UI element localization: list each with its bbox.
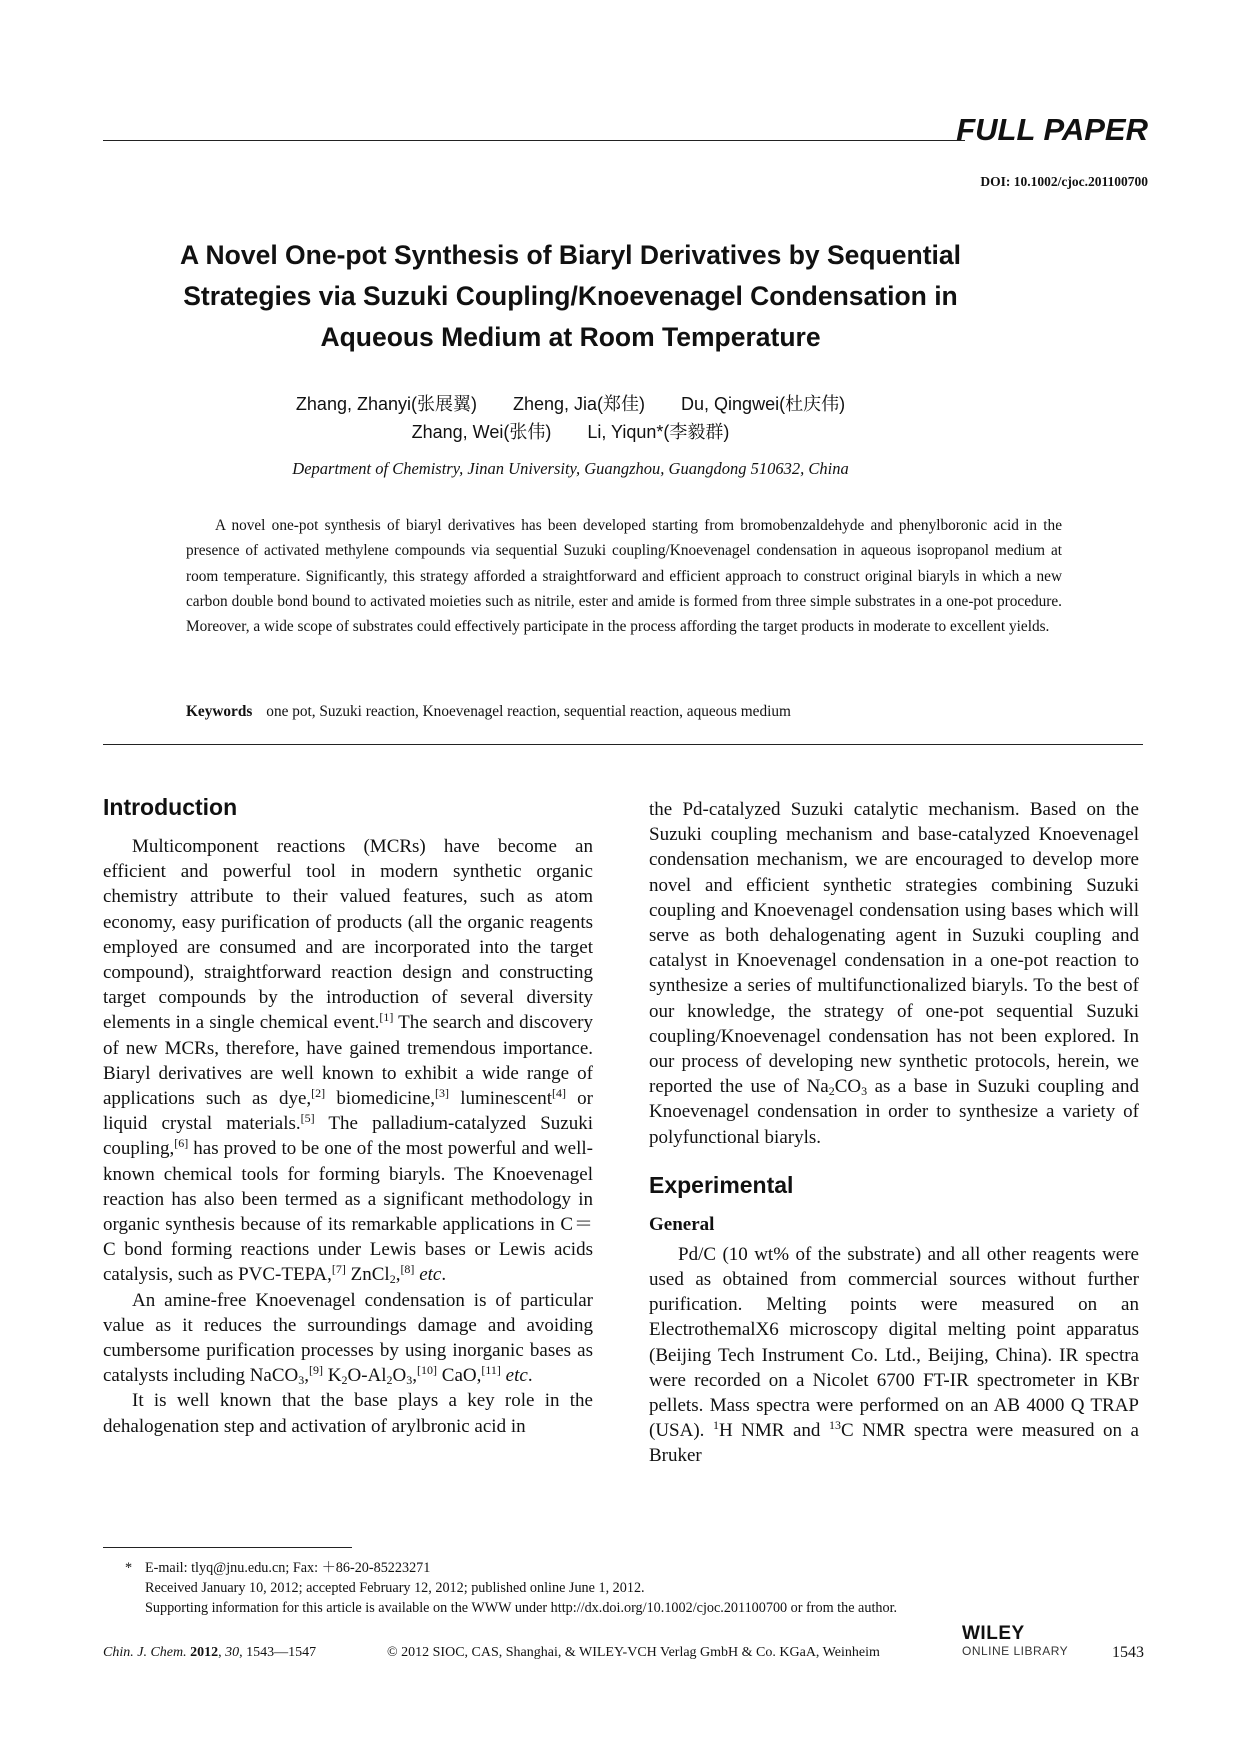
introduction-heading: Introduction [103,794,238,820]
author: Zhang, Zhanyi(张展翼) [295,394,477,414]
keywords-text: one pot, Suzuki reaction, Knoevenagel reaction, sequential reaction, aqueous medium [266,703,791,720]
citation[interactable]: [10] [417,1363,438,1378]
page-number: 1543 [1112,1644,1144,1661]
article-title: A Novel One-pot Synthesis of Biaryl Derivatives by Sequential Strategies via Suzuki Coupling/Knoevenagel Condensation in Aqueous Medium at Room Temperature [180,240,961,352]
author-list [150,390,991,446]
section-label: FULL PAPER [956,112,1148,147]
contact-info[interactable]: E-mail: tlyq@jnu.edu.cn; Fax: ＋86-20-85223271 [145,1560,431,1576]
author: Zheng, Jia(郑佳) [512,394,646,414]
general-subheading: General [649,1213,715,1235]
right-column [649,797,1139,1469]
author: Du, Qingwei(杜庆伟) [681,394,846,414]
affiliation: Department of Chemistry, Jinan University, Guangzhou, Guangdong 510632, China [292,459,849,478]
keywords-label: Keywords [186,703,253,720]
journal-citation: Chin. J. Chem. 2012, 30, 1543—1547 [103,1645,317,1660]
citation[interactable]: [2] [311,1086,326,1101]
footnotes [125,1558,897,1618]
copyright: © 2012 SIOC, CAS, Shanghai, & WILEY-VCH Verlag GmbH & Co. KGaA, Weinheim [387,1645,880,1660]
supporting-info[interactable]: Supporting information for this article is available on the WWW under http://dx.doi.org/10.1002/cjoc.201100700 or from the author. [145,1600,898,1616]
author: Zhang, Wei(张伟) [411,422,552,442]
citation[interactable]: [8] [400,1262,415,1277]
wiley-logo[interactable] [962,1624,1068,1658]
author: Li, Yiqun*(李毅群) [587,422,730,442]
citation[interactable]: [5] [300,1111,315,1126]
author-line-2 [150,418,991,446]
online-library-label: ONLINE LIBRARY [962,1644,1069,1658]
citation[interactable]: [6] [174,1136,189,1151]
citation[interactable]: [7] [331,1262,346,1277]
left-column [103,792,593,1439]
intro-paragraph-1: Multicomponent reactions (MCRs) have become an efficient and powerful tool in modern synthetic organic chemistry attribute to their valued features, such as atom economy, easy purification of products (all the organic reagents employed are consumed and are incorporated into the target compound), straightforward reaction design and constructing target compounds by the introduction of several diversity elements in a single chemical event.[1] The search and discovery of new MCRs, therefore, have gained tremendous importance. Biaryl derivatives are well known to exhibit a wide range of applications such as dye,[2] biomedicine,[3] luminescent[4] or liquid crystal materials.[5] The palladium-catalyzed Suzuki coupling,[6] has proved to be one of the most powerful and well-known chemical tools for forming biaryls. The Knoevenagel reaction has also been termed as a significant methodology in organic synthesis because of its remarkable applications in C＝C bond forming reactions under Lewis bases or Lewis acids catalysis, such as PVC-TEPA,[7] ZnCl$_2$,[8] etc. [103,836,594,1287]
citation[interactable]: [1] [379,1010,394,1025]
experimental-heading: Experimental [649,1171,794,1198]
intro-paragraph-3: It is well known that the base plays a key role in the dehalogenation step and activation of arylbronic acid in [103,1390,593,1437]
footnote-rule [103,1547,352,1548]
citation[interactable]: [4] [552,1086,566,1101]
footnote-marker: * [125,1560,133,1576]
citation[interactable]: [11] [481,1363,501,1378]
abstract: A novel one-pot synthesis of biaryl derivatives has been developed starting from bromobenzaldehyde and phenylboronic acid in the presence of activated methylene compounds via sequential Suzuki coupling/Knoevenagel condensation in aqueous isopropanol medium at room temperature. Significantly, this strategy afforded a straightforward and efficient approach to construct original biaryls in which a new carbon double bond bound to activated moieties such as nitrile, ester and amide is formed from three simple substrates in a one-pot procedure. Moreover, a wide scope of substrates could effectively participate in the process affording the target products in moderate to excellent yields. [186,517,1062,636]
citation[interactable]: [9] [309,1363,323,1378]
citation[interactable]: [3] [435,1086,450,1101]
keywords [186,703,791,721]
header-rule [103,140,965,141]
abstract-divider [103,744,1143,745]
experimental-paragraph-1: Pd/C (10 wt% of the substrate) and all other reagents were used as obtained from commercial sources without further purification. Melting points were measured on an ElectrothemalX6 microscopy digital melting point apparatus (Beijing Tech Instrument Co. Ltd., Beijing, China). IR spectra were recorded on a Nicolet 6700 FT-IR spectrometer in KBr pellets. Mass spectra were performed on an AB 4000 Q TRAP (USA). $^1$H NMR and $^{13}$C NMR spectra were measured on a Bruker [649,1243,1139,1467]
doi[interactable]: DOI: 10.1002/cjoc.201100700 [980,174,1148,189]
wiley-name: WILEY [962,1623,1025,1644]
received-dates: Received January 10, 2012; accepted February 12, 2012; published online June 1, 2012. [145,1580,645,1596]
intro-paragraph-2: An amine-free Knoevenagel condensation is of particular value as it reduces the surroundings damage and avoiding cumbersome purification processes by using inorganic bases as catalysts including NaCO$_3$,[9] $K_2O-Al_2O_3,[10]$ CaO,[11] etc. [103,1289,593,1388]
author-line-1 [150,390,991,418]
intro-paragraph-3-continued: the Pd-catalyzed Suzuki catalytic mechanism. Based on the Suzuki coupling mechanism and base-catalyzed Knoevenagel condensation mechanism, we are encouraged to develop more novel and efficient synthetic strategies combining Suzuki coupling and Knoevenagel condensation using bases which will serve as both dehalogenating agent in Suzuki coupling and catalyst in Knoevenagel condensation in a one-pot reaction to synthesize a series of multifunctionalized biaryls. To the best of our knowledge, the strategy of one-pot sequential Suzuki coupling/Knoevenagel condensation has not been explored. In our process of developing new synthetic protocols, herein, we reported the use of $Na_2CO_3$ as a base in Suzuki coupling and Knoevenagel condensation in order to synthesize a variety of polyfunctional biaryls. [649,799,1139,1148]
